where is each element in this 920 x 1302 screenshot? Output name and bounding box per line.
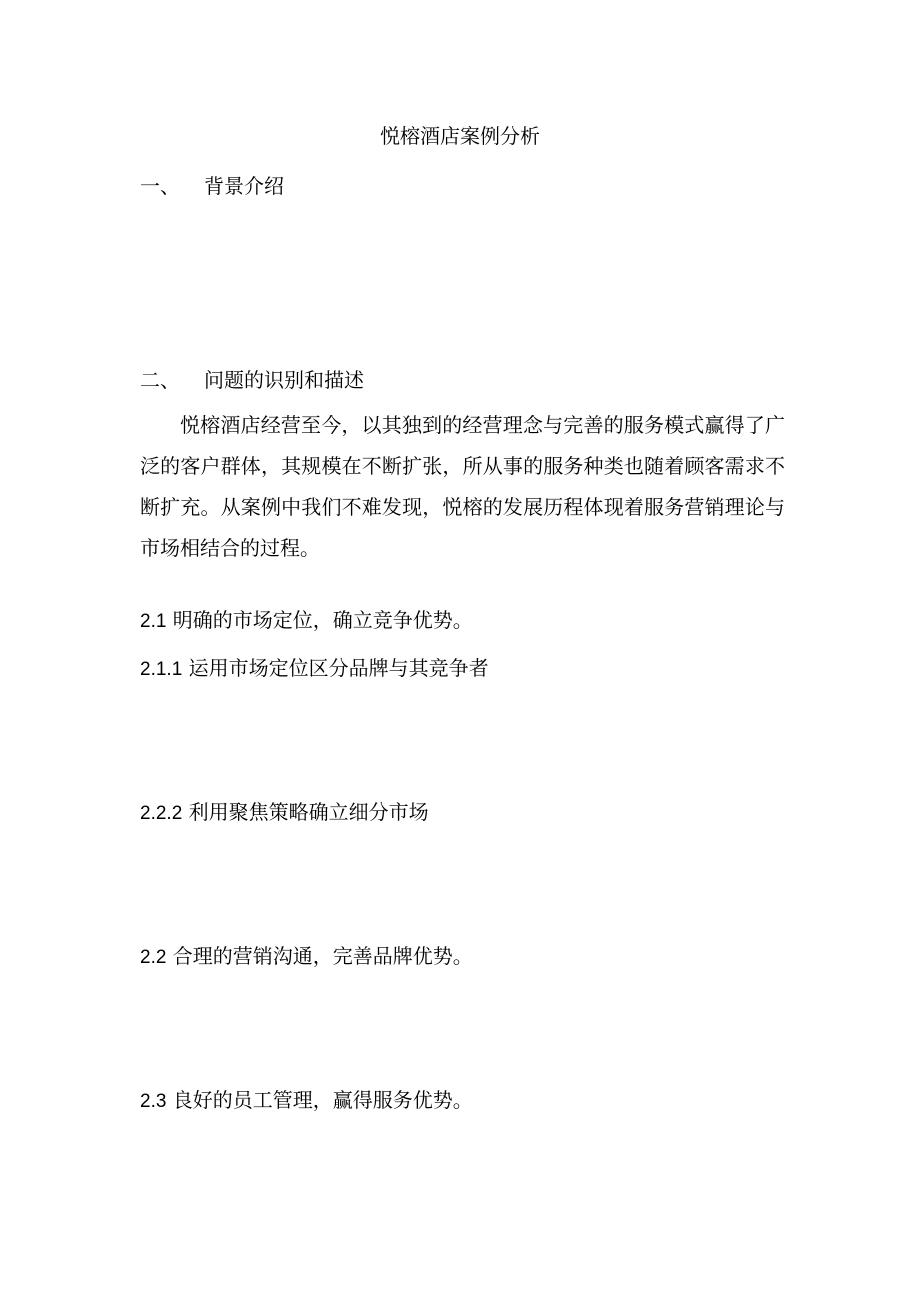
subsection-title: 良好的员工管理，赢得服务优势。	[172, 1088, 473, 1112]
body-paragraph: 悦榕酒店经营至今，以其独到的经营理念与完善的服务模式赢得了广泛的客户群体，其规模在不断扩张，所从事的服务种类也随着顾客需求不断扩充。从案例中我们不难发现，悦榕的发展历程体现着服务营销理论与市场相结合的过程。	[140, 413, 785, 560]
subsection-title: 利用聚焦策略确立细分市场	[188, 800, 429, 824]
section-heading-background	[140, 172, 284, 200]
subsection-heading	[140, 606, 473, 636]
document-title: 悦榕酒店案例分析	[380, 124, 540, 148]
subsection-heading	[140, 654, 489, 684]
subsection-heading	[140, 942, 473, 972]
section-heading-problem	[140, 366, 364, 394]
subsection-number: 2.1	[140, 611, 167, 632]
subsection-title: 明确的市场定位，确立竞争优势。	[172, 608, 473, 632]
section-number: 二、	[140, 368, 180, 392]
subsection-number: 2.1.1	[140, 659, 183, 680]
section-number: 一、	[140, 174, 180, 198]
subsection-number: 2.2	[140, 947, 167, 968]
subsection-title: 合理的营销沟通，完善品牌优势。	[172, 944, 473, 968]
subsection-number: 2.3	[140, 1091, 167, 1112]
subsection-number: 2.2.2	[140, 803, 183, 824]
subsection-title: 运用市场定位区分品牌与其竞争者	[188, 656, 489, 680]
section-title: 背景介绍	[204, 174, 284, 198]
subsection-heading	[140, 798, 429, 828]
section-title: 问题的识别和描述	[204, 368, 364, 392]
subsection-heading	[140, 1086, 473, 1116]
